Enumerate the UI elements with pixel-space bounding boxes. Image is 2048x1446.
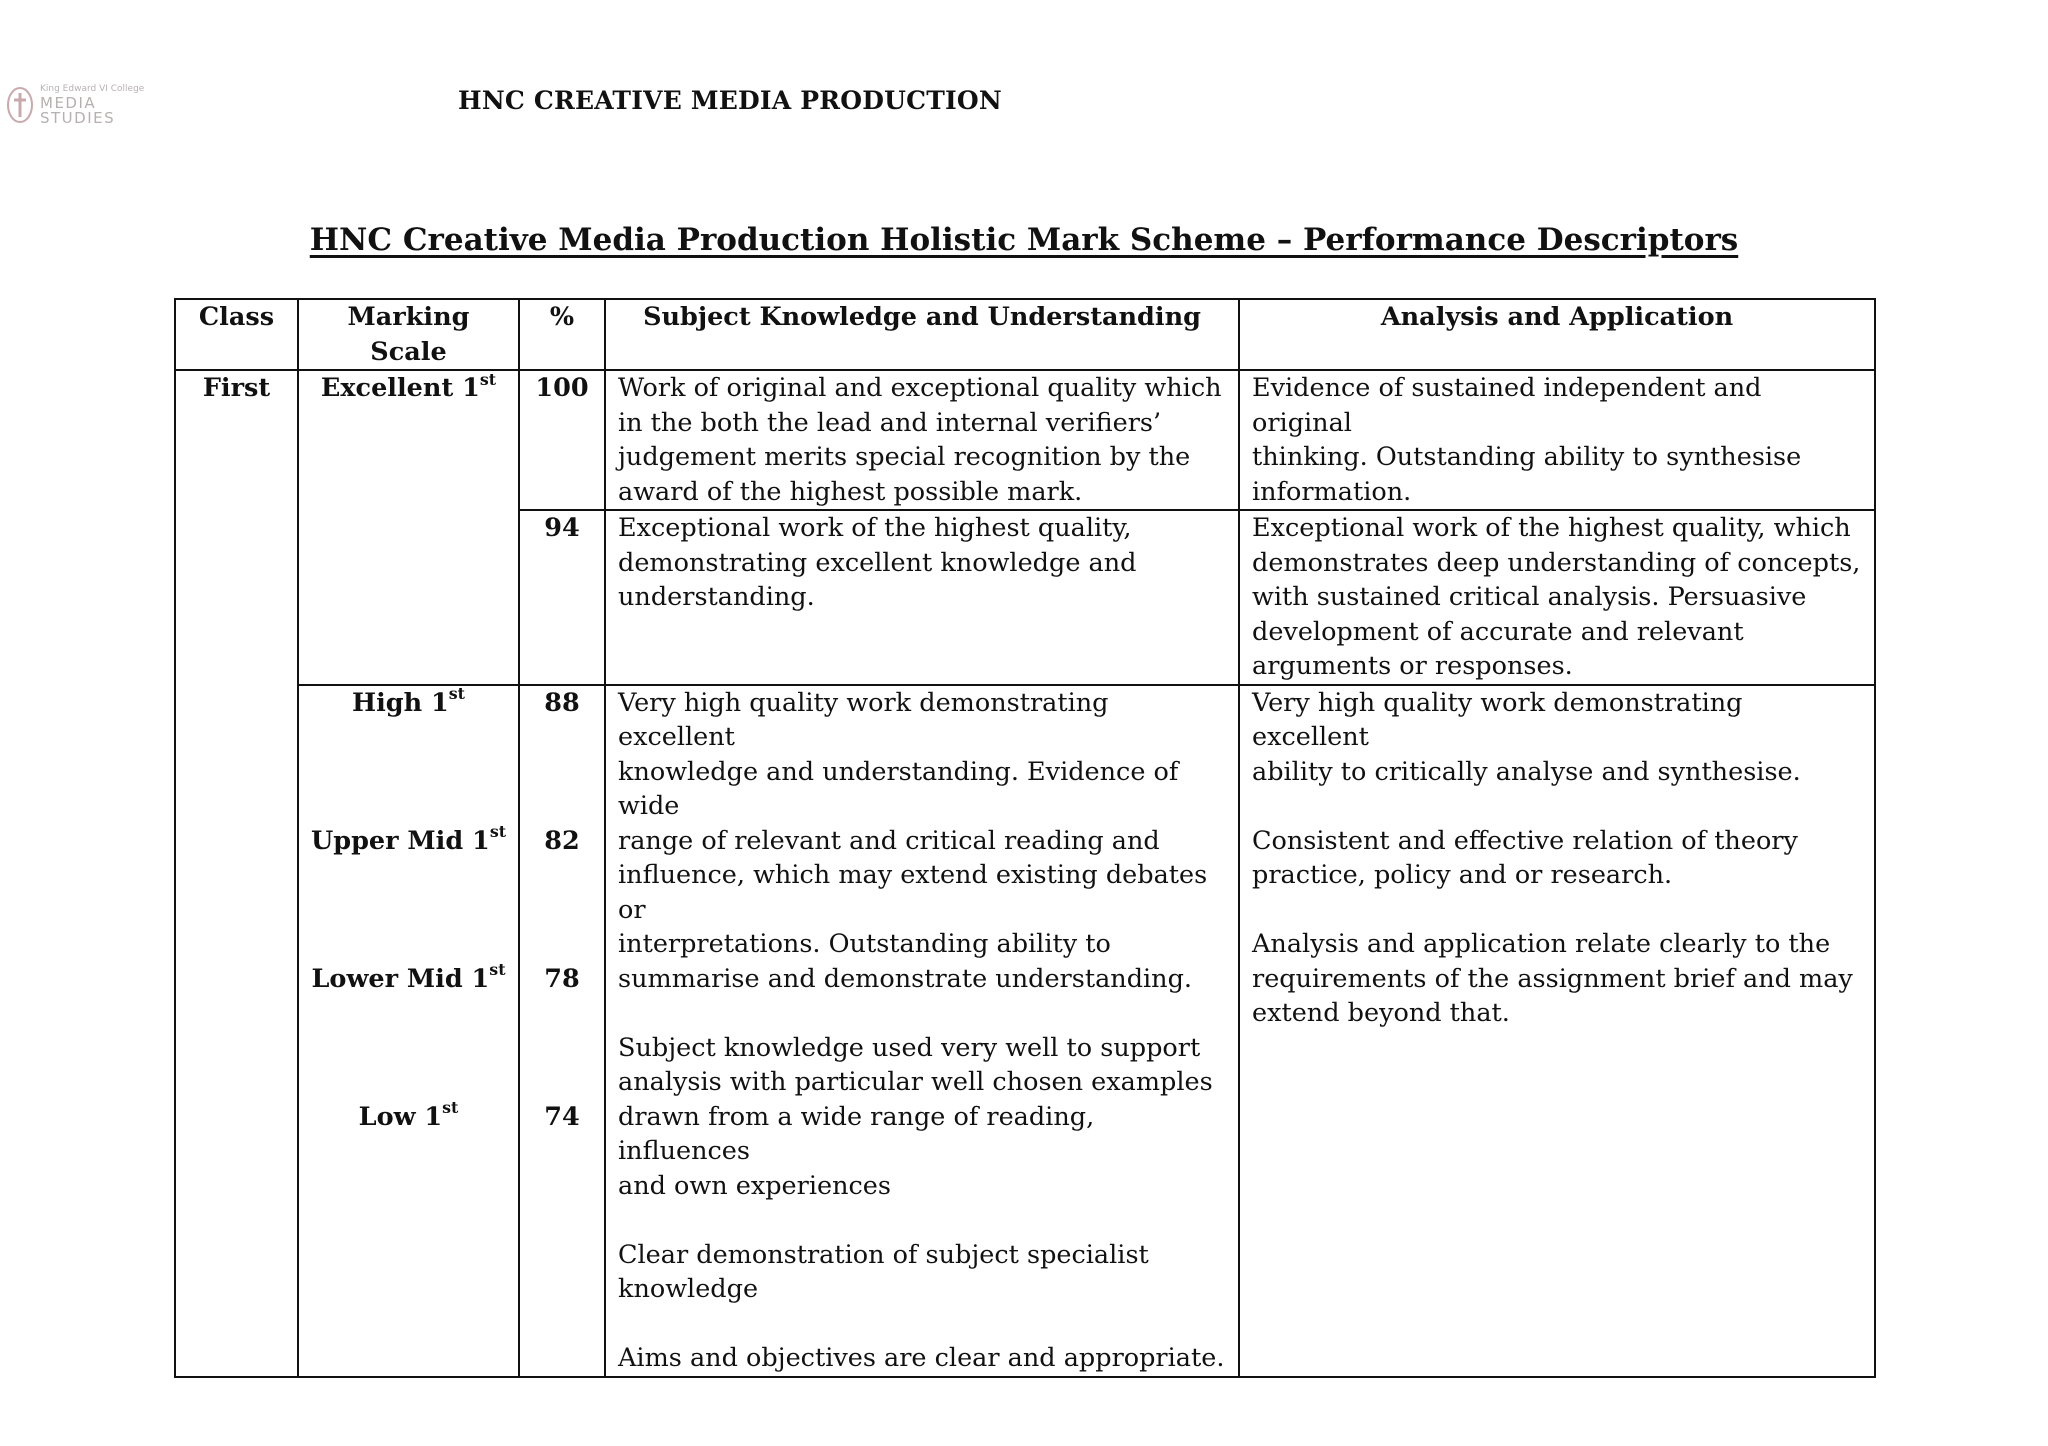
text-line: Very high quality work demonstrating excellent bbox=[1252, 687, 1743, 752]
text-line: thinking. Outstanding ability to synthesise bbox=[1252, 442, 1802, 472]
marking-scale-label: Excellent 1 bbox=[320, 373, 480, 403]
column-header-class: Class bbox=[175, 299, 298, 370]
text-line: Work of original and exceptional quality which bbox=[618, 373, 1222, 403]
text-line: range of relevant and critical reading and bbox=[618, 825, 1160, 856]
text-line: demonstrating excellent knowledge and bbox=[618, 547, 1137, 578]
marking-scale-label: Low 1 bbox=[358, 1101, 443, 1132]
knowledge-cell bbox=[605, 370, 1239, 510]
text-line: Very high quality work demonstrating excellent bbox=[618, 687, 1109, 752]
text-line: award of the highest possible mark. bbox=[618, 476, 1083, 507]
percent-cell bbox=[519, 685, 605, 1377]
column-header-knowledge: Subject Knowledge and Understanding bbox=[605, 299, 1239, 370]
text-line: interpretations. Outstanding ability to bbox=[618, 929, 1111, 959]
analysis-cell bbox=[1239, 370, 1875, 510]
text-line: Exceptional work of the highest quality, which bbox=[1252, 513, 1851, 543]
scale-item-upper-mid bbox=[311, 824, 506, 859]
document-title-wrapper bbox=[0, 222, 2048, 258]
text-line: arguments or responses. bbox=[1252, 651, 1573, 681]
mark-scheme-table bbox=[174, 298, 1876, 1378]
text-line: understanding. bbox=[618, 582, 815, 612]
marking-scale-cell bbox=[298, 370, 519, 685]
marking-scale-label: High 1 bbox=[352, 687, 449, 718]
scale-item-high bbox=[311, 686, 506, 721]
percent-value: 88 bbox=[544, 687, 580, 718]
percent-value: 74 bbox=[544, 1101, 580, 1132]
text-line: Exceptional work of the highest quality, bbox=[618, 513, 1132, 543]
logo-college-name: King Edward VI College bbox=[40, 83, 145, 94]
marking-scale-label: Lower Mid 1 bbox=[311, 963, 490, 994]
percent-value: 78 bbox=[544, 963, 580, 994]
text-line: influence, which may extend existing debates or bbox=[618, 860, 1208, 925]
text-line: practice, policy and or research. bbox=[1252, 860, 1673, 890]
percent-cell: 100 bbox=[519, 370, 605, 510]
analysis-cell bbox=[1239, 685, 1875, 1377]
text-line: Consistent and effective relation of theory bbox=[1252, 825, 1798, 856]
document-title: HNC Creative Media Production Holistic Mark Scheme – Performance Descriptors bbox=[309, 222, 1739, 258]
marking-scale-suffix: st bbox=[489, 960, 506, 979]
marking-scale-suffix: st bbox=[489, 822, 507, 841]
college-logo bbox=[6, 84, 166, 126]
table-header-row bbox=[175, 299, 1875, 370]
text-line: Analysis and application relate clearly to the bbox=[1252, 929, 1831, 959]
text-line: summarise and demonstrate understanding. bbox=[618, 963, 1193, 994]
crest-icon bbox=[6, 85, 34, 125]
text-line: development of accurate and relevant bbox=[1252, 616, 1744, 647]
text-line: knowledge bbox=[618, 1274, 759, 1304]
table-row bbox=[175, 370, 1875, 510]
header-title: HNC CREATIVE MEDIA PRODUCTION bbox=[458, 86, 1002, 115]
text-line: extend beyond that. bbox=[1252, 998, 1510, 1028]
logo-department-name: MEDIA STUDIES bbox=[40, 93, 116, 127]
knowledge-cell bbox=[605, 685, 1239, 1377]
text-line: demonstrates deep understanding of concepts, bbox=[1252, 547, 1861, 578]
percent-cell: 94 bbox=[519, 510, 605, 685]
column-header-marking-scale: Marking Scale bbox=[298, 299, 519, 370]
column-header-analysis: Analysis and Application bbox=[1239, 299, 1875, 370]
marking-scale-suffix: st bbox=[442, 1098, 459, 1117]
marking-scale-suffix: st bbox=[479, 369, 497, 389]
text-line: Aims and objectives are clear and appropriate. bbox=[618, 1343, 1225, 1373]
knowledge-cell bbox=[605, 510, 1239, 685]
marking-scale-suffix: st bbox=[448, 684, 465, 703]
class-cell: First bbox=[175, 370, 298, 1377]
percent-value: 82 bbox=[544, 825, 580, 856]
text-line: information. bbox=[1252, 476, 1412, 507]
text-line: requirements of the assignment brief and may bbox=[1252, 963, 1853, 994]
table-row bbox=[175, 685, 1875, 1377]
marking-scale-cell bbox=[298, 685, 519, 1377]
text-line: analysis with particular well chosen examples bbox=[618, 1067, 1213, 1097]
analysis-cell bbox=[1239, 510, 1875, 685]
text-line: ability to critically analyse and synthesise. bbox=[1252, 756, 1801, 787]
text-line: Clear demonstration of subject specialist bbox=[618, 1239, 1149, 1270]
text-line: with sustained critical analysis. Persuasive bbox=[1252, 582, 1807, 612]
marking-scale-label: Upper Mid 1 bbox=[311, 825, 490, 856]
scale-item-low bbox=[311, 1100, 506, 1135]
text-line: Subject knowledge used very well to support bbox=[618, 1032, 1201, 1063]
text-line: Evidence of sustained independent and original bbox=[1252, 373, 1762, 438]
scale-item-lower-mid bbox=[311, 962, 506, 997]
column-header-percent: % bbox=[519, 299, 605, 370]
text-line: judgement merits special recognition by the bbox=[618, 442, 1191, 472]
text-line: drawn from a wide range of reading, influences bbox=[618, 1101, 1095, 1166]
text-line: knowledge and understanding. Evidence of wide bbox=[618, 756, 1179, 821]
text-line: and own experiences bbox=[618, 1170, 891, 1201]
text-line: in the both the lead and internal verifiers’ bbox=[618, 407, 1162, 438]
